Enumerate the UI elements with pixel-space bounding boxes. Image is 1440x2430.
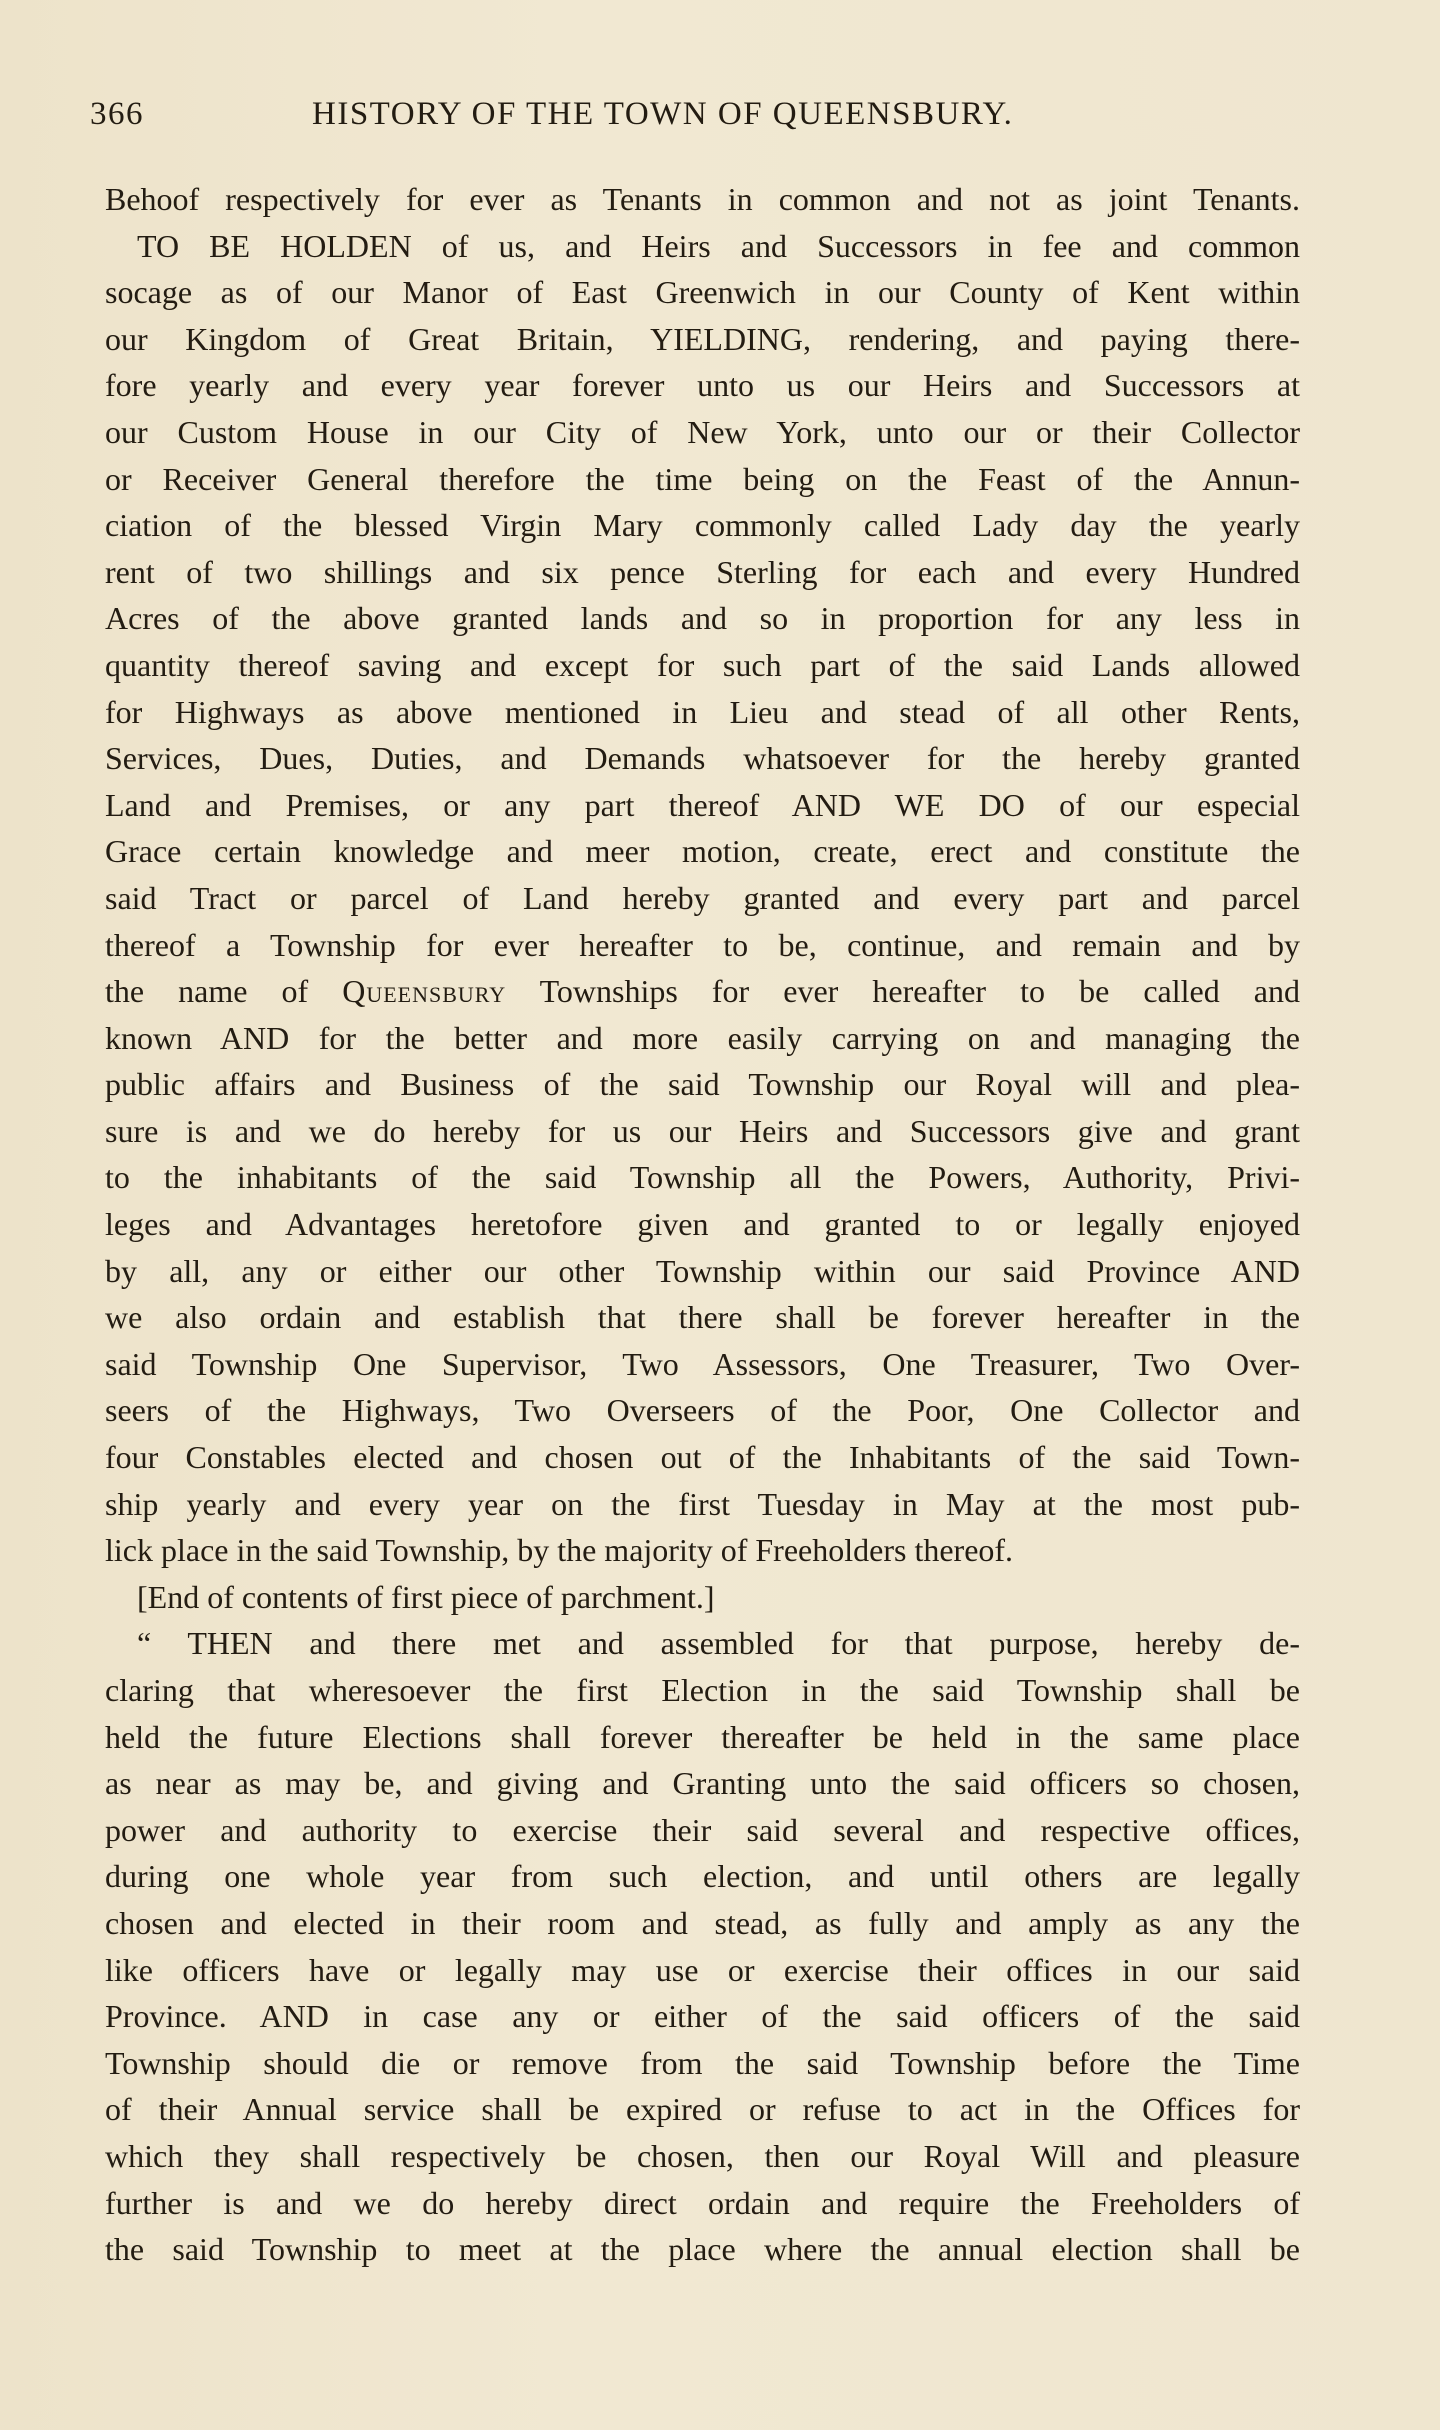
text-line: or Receiver General therefore the time being on the Feast of the Annun- [105, 460, 1300, 497]
text-line: said Tract or parcel of Land hereby granted and every part and parcel [105, 879, 1300, 916]
text-line: public affairs and Business of the said Township our Royal will and plea- [105, 1066, 1300, 1103]
text-line: fore yearly and every year forever unto us our Heirs and Successors at [105, 367, 1300, 404]
text-line: as near as may be, and giving and Granting unto the said officers so chosen, [105, 1765, 1300, 1802]
text-line: lick place in the said Township, by the majority of Freeholders thereof. [105, 1532, 1014, 1569]
text-line: thereof a Township for ever hereafter to be, continue, and remain and by [105, 926, 1300, 963]
text-line: the said Township to meet at the place where the annual election shall be [105, 2231, 1300, 2268]
text-line: chosen and elected in their room and stead, as fully and amply as any the [105, 1904, 1300, 1941]
line-text-after: Townships for ever hereafter to be called and [506, 973, 1301, 1010]
text-line: Grace certain knowledge and meer motion, create, erect and constitute the [105, 833, 1300, 870]
text-line: by all, any or either our other Township within our said Province AND [105, 1252, 1300, 1289]
text-line: Province. AND in case any or either of the said officers of the said [105, 1998, 1300, 2035]
text-line-bracket-note: [End of contents of first piece of parchment.] [137, 1578, 715, 1615]
text-line: quantity thereof saving and except for such part of the said Lands allowed [105, 646, 1300, 683]
text-line: four Constables elected and chosen out of the Inhabitants of the said Town- [105, 1439, 1300, 1476]
body-text [105, 176, 1300, 2273]
text-line: Acres of the above granted lands and so in proportion for any less in [105, 600, 1300, 637]
text-line-queensbury [105, 968, 1300, 1015]
text-line: seers of the Highways, Two Overseers of the Poor, One Collector and [105, 1392, 1300, 1429]
text-line: power and authority to exercise their said several and respective offices, [105, 1811, 1300, 1848]
text-line: Township should die or remove from the said Township before the Time [105, 2044, 1300, 2081]
text-line: held the future Elections shall forever thereafter be held in the same place [105, 1718, 1300, 1755]
text-line: rent of two shillings and six pence Sterling for each and every Hundred [105, 553, 1300, 590]
text-line: which they shall respectively be chosen, then our Royal Will and pleasure [105, 2137, 1300, 2174]
queensbury-smallcaps: Queensbury [342, 973, 507, 1010]
page-number: 366 [90, 96, 144, 132]
text-line: of their Annual service shall be expired or refuse to act in the Offices for [105, 2091, 1300, 2128]
line-text-before: the name of [105, 973, 343, 1010]
text-line: sure is and we do hereby for us our Heirs and Successors give and grant [105, 1112, 1300, 1149]
text-line: to the inhabitants of the said Township all the Powers, Authority, Privi- [105, 1159, 1300, 1196]
running-title: HISTORY OF THE TOWN OF QUEENSBURY. [312, 96, 1014, 132]
text-line: for Highways as above mentioned in Lieu and stead of all other Rents, [105, 693, 1300, 730]
text-line: socage as of our Manor of East Greenwich in our County of Kent within [105, 274, 1300, 311]
text-line: Services, Dues, Duties, and Demands whatsoever for the hereby granted [105, 740, 1300, 777]
text-line: leges and Advantages heretofore given and granted to or legally enjoyed [105, 1206, 1300, 1243]
text-line: claring that wheresoever the first Election in the said Township shall be [105, 1672, 1300, 1708]
text-line: “ THEN and there met and assembled for that purpose, hereby de- [137, 1625, 1300, 1662]
page-header [90, 96, 1330, 140]
text-line: our Custom House in our City of New York, unto our or their Collector [105, 413, 1300, 450]
text-line: said Township One Supervisor, Two Assessors, One Treasurer, Two Over- [105, 1345, 1300, 1382]
text-line: further is and we do hereby direct ordain and require the Freeholders of [105, 2184, 1300, 2221]
text-line: Behoof respectively for ever as Tenants in common and not as joint Tenants. [105, 181, 1300, 217]
text-line: ship yearly and every year on the first Tuesday in May at the most pub- [105, 1485, 1300, 1522]
text-line: ciation of the blessed Virgin Mary commonly called Lady day the yearly [105, 507, 1300, 544]
text-line: known AND for the better and more easily carrying on and managing the [105, 1019, 1300, 1056]
text-line: we also ordain and establish that there shall be forever hereafter in the [105, 1299, 1300, 1336]
text-line: Land and Premises, or any part thereof AND WE DO of our especial [105, 786, 1300, 823]
text-line: our Kingdom of Great Britain, YIELDING, rendering, and paying there- [105, 320, 1300, 357]
text-line: during one whole year from such election, and until others are legally [105, 1858, 1300, 1895]
text-line: like officers have or legally may use or exercise their offices in our said [105, 1951, 1300, 1988]
text-line: TO BE HOLDEN of us, and Heirs and Successors in fee and common [137, 227, 1300, 264]
